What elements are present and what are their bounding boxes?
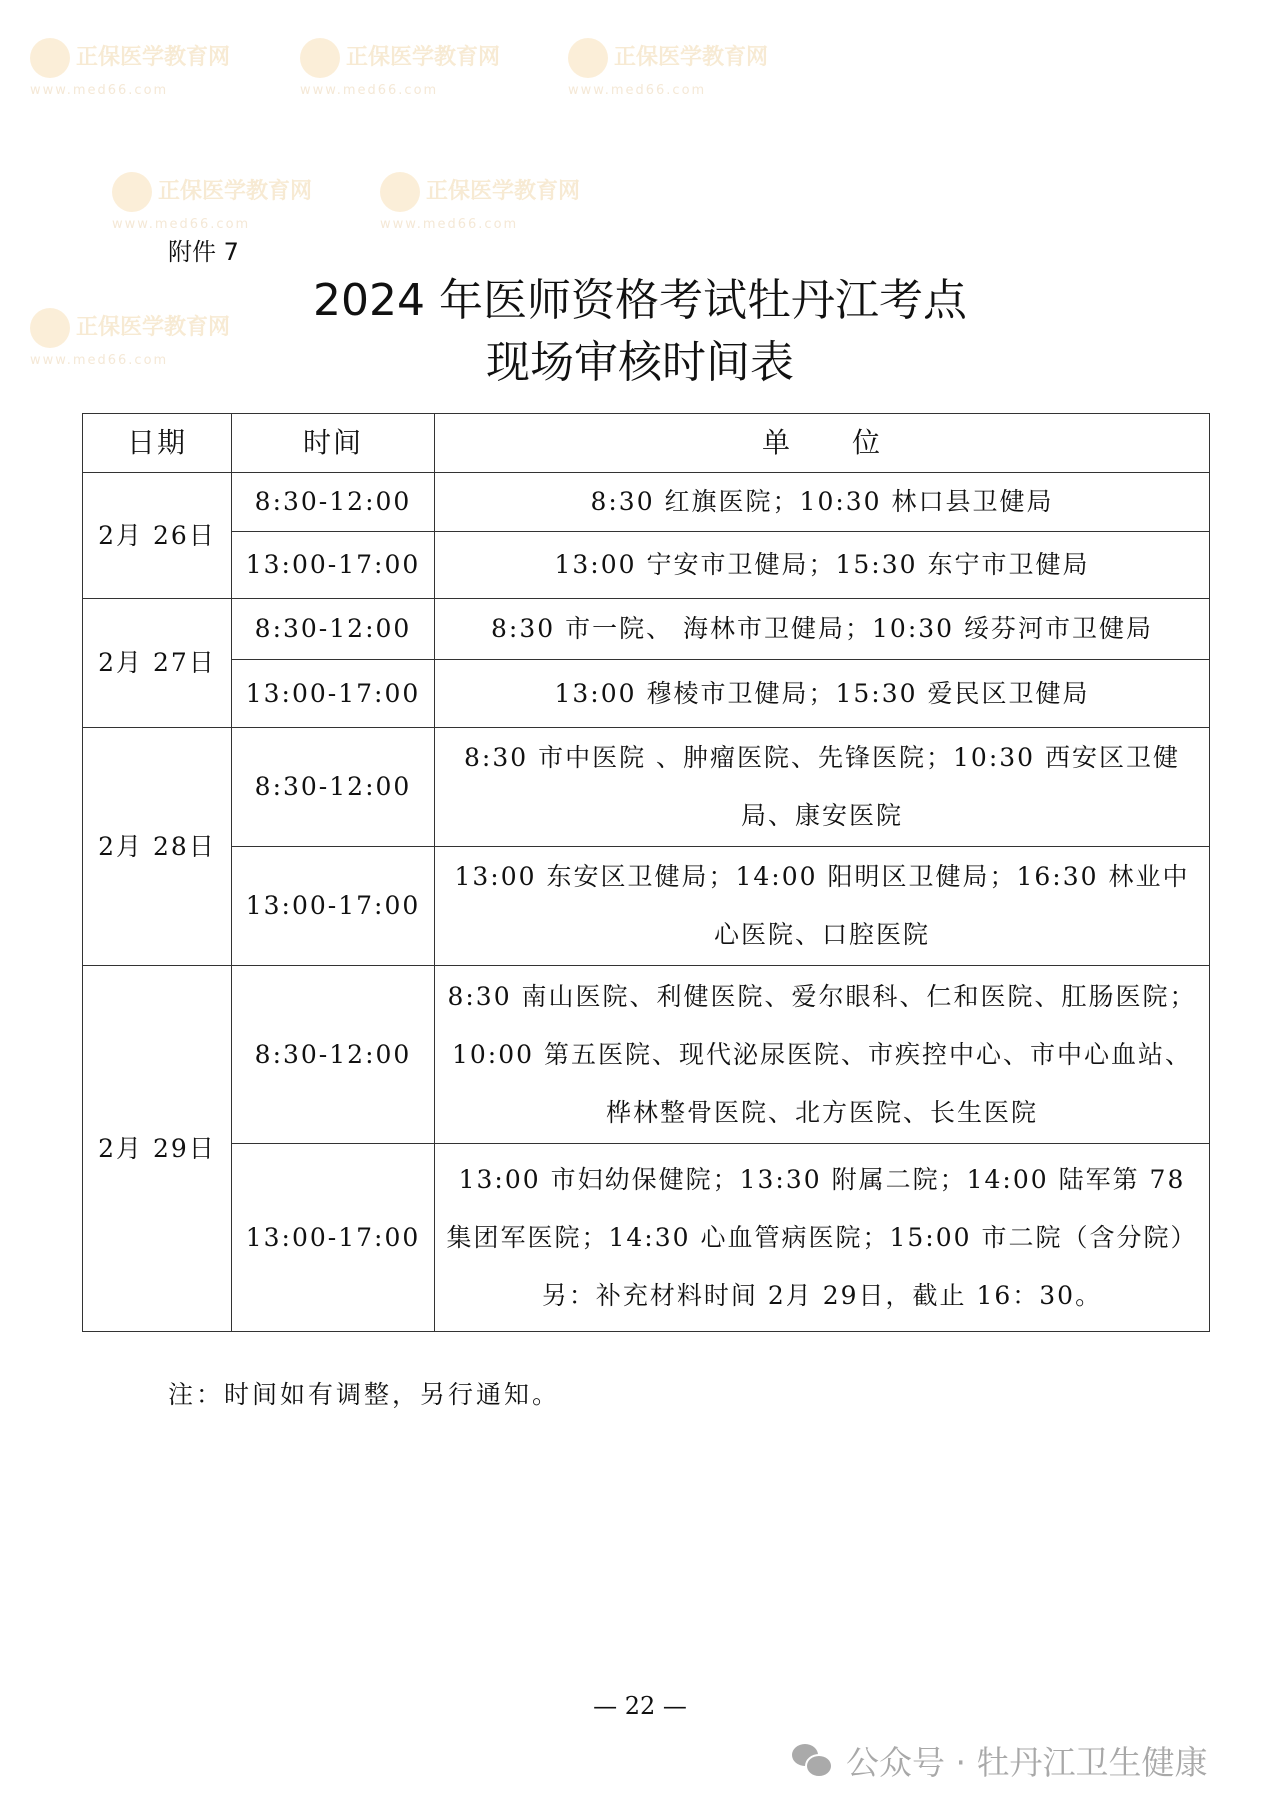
table-row: [83, 532, 1210, 599]
time-cell: 8:30-12:00: [232, 599, 435, 660]
date-cell: 2月 28日: [83, 728, 232, 966]
time-cell: 8:30-12:00: [232, 966, 435, 1144]
table-row: [83, 473, 1210, 532]
account-name: 公众号 · 牡丹江卫生健康: [846, 1742, 1208, 1782]
date-cell: 2月 27日: [83, 599, 232, 728]
time-cell: 8:30-12:00: [232, 473, 435, 532]
table-row: [83, 660, 1210, 728]
table-row: [83, 966, 1210, 1144]
header-date: 日期: [83, 414, 232, 473]
schedule-table: [82, 413, 1210, 1332]
unit-cell: 13:00 东安区卫健局；14:00 阳明区卫健局；16:30 林业中心医院、口腔医院: [435, 847, 1210, 966]
table-row: [83, 1144, 1210, 1332]
unit-cell: 13:00 市妇幼保健院；13:30 附属二院；14:00 陆军第 78 集团军医院；14:30 心血管病医院；15:00 市二院（含分院）另：补充材料时间 2月 29日，截止 16：30。: [435, 1144, 1210, 1332]
unit-cell: 8:30 南山医院、利健医院、爱尔眼科、仁和医院、肛肠医院；10:00 第五医院、现代泌尿医院、市疾控中心、市中心血站、桦林整骨医院、北方医院、长生医院: [435, 966, 1210, 1144]
attachment-label: 附件 7: [168, 238, 239, 266]
table-row: [83, 728, 1210, 847]
table-header-row: [83, 414, 1210, 473]
date-cell: 2月 29日: [83, 966, 232, 1332]
unit-cell: 13:00 宁安市卫健局；15:30 东宁市卫健局: [435, 532, 1210, 599]
unit-cell: 8:30 市中医院 、肿瘤医院、先锋医院；10:30 西安区卫健局、康安医院: [435, 728, 1210, 847]
unit-cell: 8:30 红旗医院；10:30 林口县卫健局: [435, 473, 1210, 532]
header-time: 时间: [232, 414, 435, 473]
time-cell: 13:00-17:00: [232, 660, 435, 728]
time-cell: 13:00-17:00: [232, 1144, 435, 1332]
time-cell: 13:00-17:00: [232, 532, 435, 599]
watermark: 正保医学教育网 www.med66.com: [568, 38, 768, 97]
unit-cell: 8:30 市一院、 海林市卫健局；10:30 绥芬河市卫健局: [435, 599, 1210, 660]
watermark: 正保医学教育网 www.med66.com: [30, 308, 230, 367]
unit-cell: 13:00 穆棱市卫健局；15:30 爱民区卫健局: [435, 660, 1210, 728]
date-cell: 2月 26日: [83, 473, 232, 599]
time-cell: 8:30-12:00: [232, 728, 435, 847]
page-number: — 22 —: [593, 1692, 687, 1720]
table-row: [83, 847, 1210, 966]
footnote: 注：时间如有调整，另行通知。: [168, 1380, 561, 1409]
header-unit: 单 位: [435, 414, 1210, 473]
table-row: [83, 599, 1210, 660]
time-cell: 13:00-17:00: [232, 847, 435, 966]
watermark: 正保医学教育网 www.med66.com: [300, 38, 500, 97]
watermark: 正保医学教育网 www.med66.com: [30, 38, 230, 97]
page-title: 2024 年医师资格考试牡丹江考点: [313, 275, 967, 326]
watermark: 正保医学教育网 www.med66.com: [380, 172, 580, 231]
watermark: 正保医学教育网 www.med66.com: [112, 172, 312, 231]
wechat-account-badge[interactable]: [792, 1740, 1207, 1780]
wechat-icon: [792, 1742, 832, 1778]
page-subtitle: 现场审核时间表: [486, 337, 794, 388]
